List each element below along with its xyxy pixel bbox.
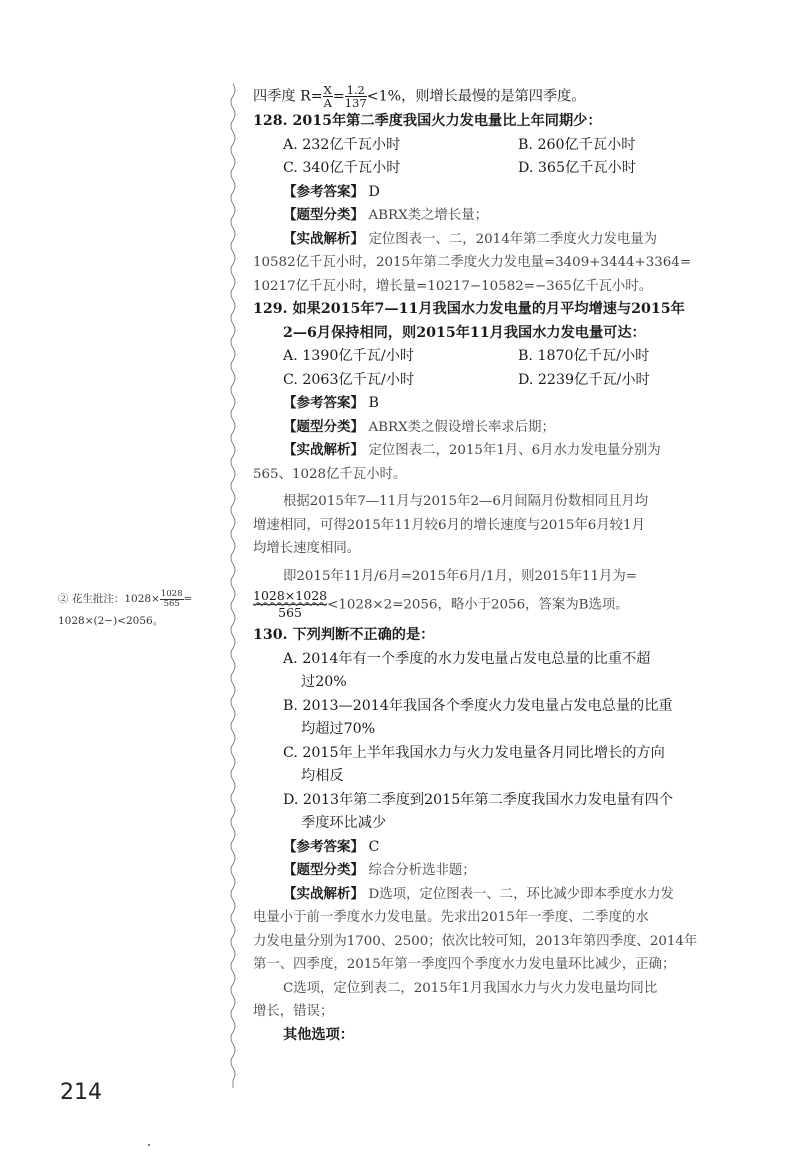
option-d: D. 365亿千瓦小时 — [518, 160, 636, 176]
option-a: A. 232亿千瓦小时 — [283, 136, 401, 153]
question-129-calculation: $\frac{1028\times 1028}{565}$ <1028×2=2056，略小于2056，答案为B选项。 — [253, 588, 629, 620]
question-130-analysis-line: 增长，错误； — [253, 1004, 334, 1019]
question-128-options-row1 — [253, 134, 753, 158]
question-129-options-row1 — [253, 345, 753, 369]
side-note-line1: ② 花生批注：1028× $\frac{1028}{565}$ = — [58, 588, 193, 609]
question-129-analysis-head: 【实战解析】 定位图表二，2015年1月、6月水力发电量分别为 — [283, 442, 661, 458]
question-130-option-c-cont: 均相反 — [301, 768, 344, 784]
question-129-analysis-line: 根据2015年7—11月与2015年2—6月间隔月份数相同且月均 — [283, 494, 649, 509]
question-130-option-b-cont: 均超过70% — [301, 721, 376, 737]
question-128-stem: 128. 2015年第二季度我国火力发电量比上年同期少： — [253, 113, 602, 129]
question-129-analysis-line: 565、1028亿千瓦小时。 — [253, 466, 407, 482]
question-128-analysis-line: 10217亿千瓦小时，增长量=10217−10582=−365亿千瓦小时。 — [253, 278, 653, 294]
side-note-line2: 1028×(2−)<2056。 — [58, 615, 164, 627]
question-130-answer: 【参考答案】 C — [283, 838, 380, 855]
question-128-analysis-line: 10582亿千瓦小时，2015年第二季度火力发电量=3409+3444+3364= — [253, 255, 692, 270]
question-130-analysis-line: 第一、四季度，2015年第一季度四个季度水力发电量环比减少，正确； — [253, 957, 676, 972]
question-129-type: 【题型分类】 ABRX类之假设增长率求后期； — [283, 418, 555, 435]
side-note-fraction: $\frac{1028}{565}$ — [160, 588, 183, 609]
fraction-1-2-137: $\frac{1.2}{137}$ — [344, 83, 367, 110]
question-130-stem: 130. 下列判断不正确的是： — [253, 627, 435, 643]
question-130-analysis-line: C选项，定位到表二，2015年1月我国水力与火力发电量均同比 — [283, 980, 658, 996]
question-130-option-d: D. 2013年第二季度到2015年第二季度我国水力发电量有四个 — [283, 791, 674, 808]
margin-wavy-line — [229, 84, 237, 1088]
side-note — [58, 588, 228, 632]
calc-fraction: $\frac{1028\times 1028}{565}$ — [253, 588, 328, 620]
question-130-other-options: 其他选项： — [283, 1026, 354, 1043]
question-128-answer: 【参考答案】 D — [283, 183, 380, 200]
top-line: 四季度 R= $\frac{X}{A}$ = $\frac{1.2}{137}$ <1%，则增长最慢的是第四季度。 — [253, 83, 586, 110]
question-128-options-row2 — [253, 157, 753, 181]
question-128-analysis-head: 【实战解析】 定位图表一、二，2014年第二季度火力发电量为 — [283, 230, 658, 247]
question-130-option-b: B. 2013—2014年我国各个季度火力发电量占发电总量的比重 — [283, 697, 673, 714]
question-130-option-d-cont: 季度环比减少 — [301, 815, 387, 831]
question-130-option-a-cont: 过20% — [301, 674, 347, 690]
question-129-stem: 129. 如果2015年7—11月我国水力发电量的月平均增速与2015年 — [253, 301, 685, 317]
question-130-type: 【题型分类】 综合分析选非题； — [283, 862, 476, 878]
fraction-x-a: $\frac{X}{A}$ — [323, 83, 332, 110]
option-a: A. 1390亿千瓦/小时 — [283, 348, 415, 364]
option-c: C. 2063亿千瓦/小时 — [283, 371, 415, 388]
question-129-analysis-line: 即2015年11月/6月=2015年6月/1月，则2015年11月为= — [283, 568, 638, 584]
question-129-analysis-line: 增速相同，可得2015年11月较6月的增长速度与2015年6月较1月 — [253, 517, 645, 533]
question-130-analysis-line: 电量小于前一季度水力发电量。先求出2015年一季度、二季度的水 — [253, 910, 649, 925]
question-130-option-c: C. 2015年上半年我国水力与火力发电量各月同比增长的方向 — [283, 744, 665, 761]
scan-speck — [148, 1144, 150, 1146]
option-b: B. 260亿千瓦小时 — [518, 136, 636, 153]
question-130-analysis-line: 力发电量分别为1700、2500；依次比较可知，2013年第四季度、2014年 — [253, 933, 698, 949]
question-129-options-row2 — [253, 369, 753, 393]
question-130-analysis-head: 【实战解析】 D选项，定位图表一、二，环比减少即本季度水力发 — [283, 885, 674, 902]
main-content — [253, 84, 753, 1047]
option-d: D. 2239亿千瓦/小时 — [518, 371, 650, 388]
question-128-type: 【题型分类】 ABRX类之增长量； — [283, 207, 488, 223]
question-129-stem-cont: 2—6月保持相同，则2015年11月我国水力发电量可达： — [283, 324, 646, 341]
option-c: C. 340亿千瓦小时 — [283, 160, 401, 176]
page-number: 214 — [60, 1080, 102, 1105]
question-129-analysis-line: 均增长速度相同。 — [253, 541, 361, 556]
question-129-answer: 【参考答案】 B — [283, 395, 379, 411]
question-130-option-a: A. 2014年有一个季度的水力发电量占发电总量的比重不超 — [283, 650, 651, 667]
option-b: B. 1870亿千瓦/小时 — [518, 348, 650, 364]
